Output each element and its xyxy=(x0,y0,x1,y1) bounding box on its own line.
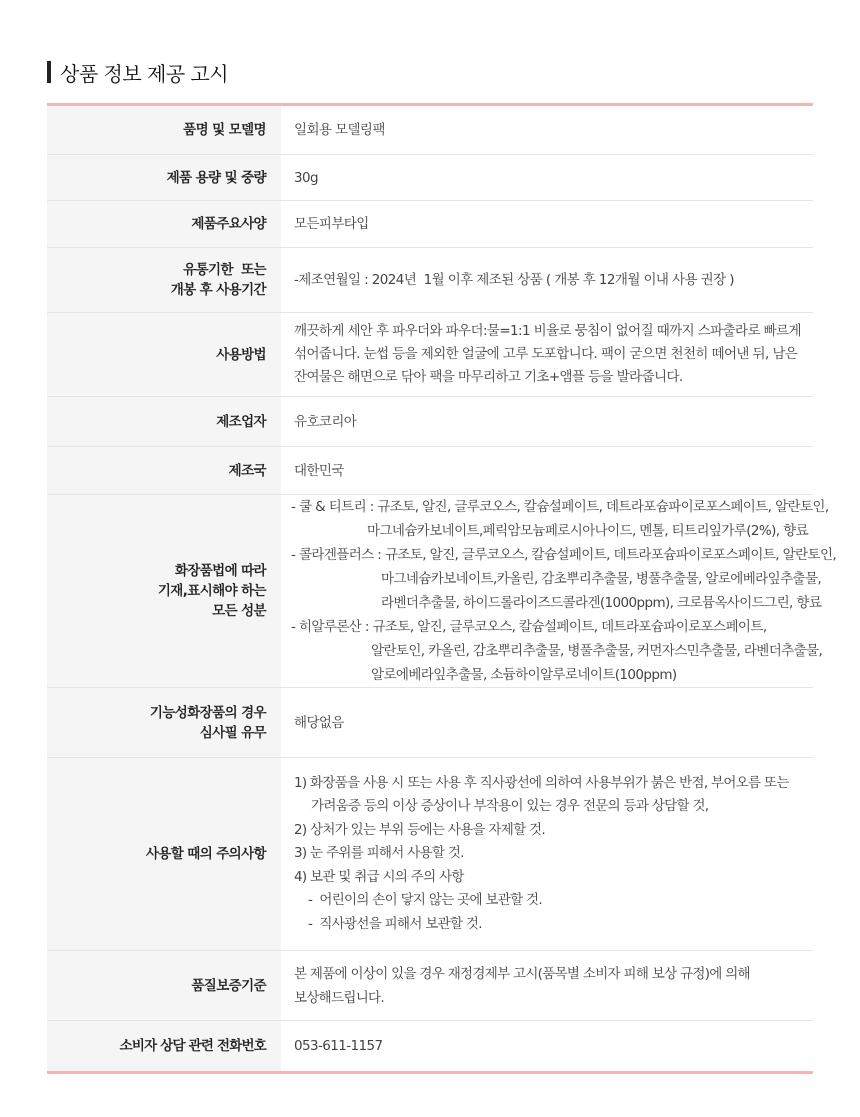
row-label xyxy=(47,495,281,688)
ingredient-line: 마그네슘카보네이트,카올린, 감초뿌리추출물, 병풀추출물, 알로에베라잎추출물, xyxy=(381,571,822,587)
row-label-line: 심사필 유무 xyxy=(199,724,266,741)
row-value: 30g xyxy=(281,155,813,201)
title-marker-bar xyxy=(47,61,51,83)
row-label-line: 화장품법에 따라 xyxy=(174,563,266,579)
caution-line: - 어린이의 손이 닿지 않는 곳에 보관할 것. xyxy=(308,892,542,909)
table-row xyxy=(47,105,813,155)
row-label xyxy=(47,248,281,313)
row-label-line: 모든 성분 xyxy=(212,603,266,619)
table-row xyxy=(47,951,813,1021)
row-value: 일회용 모델링팩 xyxy=(281,105,813,155)
table-row xyxy=(47,495,813,688)
row-value: -제조연월일 : 2024년 1월 이후 제조된 상품 ( 개봉 후 12개월 이내 사용 권장 ) xyxy=(281,248,813,313)
table-row xyxy=(47,313,813,397)
row-label: 품질보증기준 xyxy=(47,951,281,1021)
row-label: 제품 용량 및 중량 xyxy=(47,155,281,201)
caution-line: 2) 상처가 있는 부위 등에는 사용을 자제할 것. xyxy=(294,821,545,838)
table-row xyxy=(47,688,813,758)
row-value: 해당없음 xyxy=(281,688,813,758)
section-header xyxy=(47,60,228,84)
table-row xyxy=(47,758,813,951)
row-label: 제조국 xyxy=(47,447,281,495)
ingredient-line: - 쿨 & 티트리 : 규조토, 알진, 글루코오스, 칼슘설페이트, 데트라포슘파이로포스페이트, 알란토인, xyxy=(291,499,829,515)
row-label-line: 기재,표시해야 하는 xyxy=(157,583,266,599)
table-row xyxy=(47,1021,813,1073)
caution-line: 4) 보관 및 취급 시의 주의 사항 xyxy=(294,868,464,885)
product-info-table xyxy=(47,103,837,1074)
ingredient-line: 알로에베라잎추출물, 소듐하이알루로네이트(100ppm) xyxy=(371,667,677,683)
row-label-line: 개봉 후 사용기간 xyxy=(170,282,266,298)
ingredient-line: 알란토인, 카올린, 감초뿌리추출물, 병풀추출물, 커먼자스민추출물, 라벤더추출물, xyxy=(371,643,823,659)
ingredients-list xyxy=(281,495,837,688)
table-row xyxy=(47,397,813,447)
row-value: 대한민국 xyxy=(281,447,813,495)
caution-line: 3) 눈 주위를 피해서 사용할 것. xyxy=(294,845,464,862)
row-value: 유호코리아 xyxy=(281,397,813,447)
section-title: 상품 정보 제공 고시 xyxy=(60,61,229,86)
row-label xyxy=(47,688,281,758)
row-label-line: 유통기한 또는 xyxy=(183,262,266,278)
ingredient-line: - 콜라겐플러스 : 규조토, 알진, 글루코오스, 칼슘설페이트, 데트라포슘파이로포스페이트, 알란토인, xyxy=(291,547,837,563)
row-value: 모든피부타입 xyxy=(281,201,813,248)
table-row xyxy=(47,248,813,313)
row-value-line: 본 제품에 이상이 있을 경우 재정경제부 고시(품목별 소비자 피해 보상 규정)에 의해 xyxy=(294,965,750,982)
caution-line: - 직사광선을 피해서 보관할 것. xyxy=(308,915,482,932)
row-label: 사용할 때의 주의사항 xyxy=(47,758,281,951)
ingredient-line: 라벤더추출물, 하이드롤라이즈드콜라겐(1000ppm), 크로뮴옥사이드그린, 향료 xyxy=(381,595,822,611)
row-value: 깨끗하게 세안 후 파우더와 파우더:물=1:1 비율로 뭉침이 없어질 때까지 스파출라로 빠르게 섞어줍니다. 눈썹 등을 제외한 얼굴에 고루 도포합니다. 팩이 굳으면 천천히 떼어낸 뒤, 남은 잔여물은 해면으로 닦아 팩을 마무리하고 기초+앰플 등을 발라줍니다. xyxy=(281,313,813,397)
row-label: 제조업자 xyxy=(47,397,281,447)
table-row xyxy=(47,155,813,201)
caution-line: 가려움증 등의 이상 증상이나 부작용이 있는 경우 전문의 등과 상담할 것, xyxy=(311,798,709,815)
ingredient-line: 마그네슘카보네이트,페릭암모늄페로시아나이드, 멘톨, 티트리잎가루(2%), 향료 xyxy=(367,523,809,539)
table-row xyxy=(47,447,813,495)
row-label: 품명 및 모델명 xyxy=(47,105,281,155)
row-label: 제품주요사양 xyxy=(47,201,281,248)
row-value-line: 보상해드립니다. xyxy=(294,989,384,1006)
row-label: 사용방법 xyxy=(47,313,281,397)
cautions-list xyxy=(281,758,813,951)
row-label-line: 기능성화장품의 경우 xyxy=(149,704,266,721)
caution-line: 1) 화장품을 사용 시 또는 사용 후 직사광선에 의하여 사용부위가 붉은 반점, 부어오름 또는 xyxy=(294,774,789,791)
phone-number: 053-611-1157 xyxy=(294,1038,383,1054)
ingredient-line: - 히알루론산 : 규조토, 알진, 글루코오스, 칼슘설페이트, 데트라포슘파이로포스페이트, xyxy=(291,619,767,635)
row-value xyxy=(281,951,813,1021)
row-label: 소비자 상담 관련 전화번호 xyxy=(47,1021,281,1073)
table-row xyxy=(47,201,813,248)
